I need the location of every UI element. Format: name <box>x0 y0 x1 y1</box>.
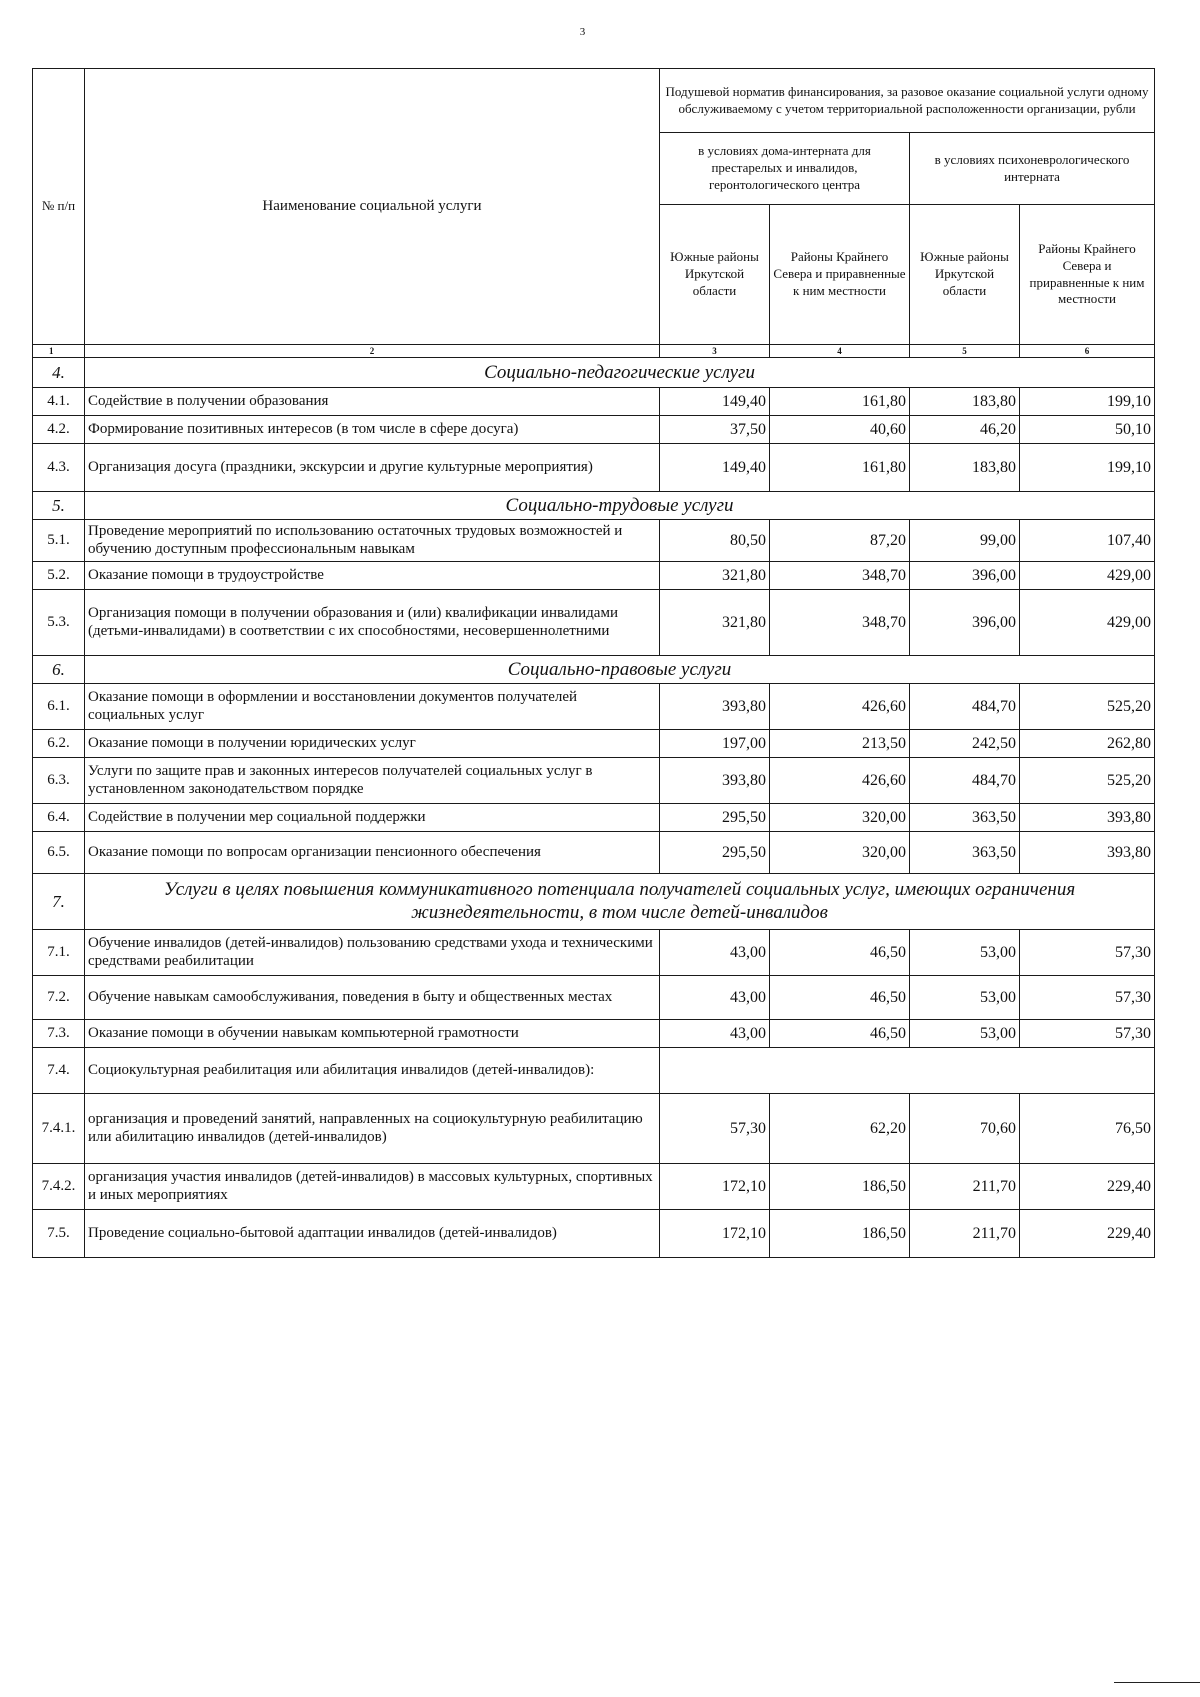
value-north-psycho: 57,30 <box>1020 1020 1155 1048</box>
header-sub-south-2: Южные районы Иркутской области <box>910 205 1020 345</box>
row-number: 7.2. <box>33 976 85 1020</box>
service-name: Обучение навыкам самообслуживания, поведения в быту и общественных местах <box>85 976 660 1020</box>
value-north-dom: 348,70 <box>770 562 910 590</box>
colnum-5: 5 <box>910 345 1020 358</box>
table-row <box>33 562 1155 590</box>
row-number: 6.3. <box>33 758 85 804</box>
header-sub-south-1: Южные районы Иркутской области <box>660 205 770 345</box>
table-row <box>33 804 1155 832</box>
section-title: Социально-трудовые услуги <box>85 492 1155 520</box>
section-row <box>33 492 1155 520</box>
tariff-table <box>32 68 1155 1258</box>
service-name: Оказание помощи в трудоустройстве <box>85 562 660 590</box>
service-name: Услуги по защите прав и законных интересов получателей социальных услуг в установленном законодательством порядке <box>85 758 660 804</box>
service-name: Содействие в получении мер социальной поддержки <box>85 804 660 832</box>
table-row <box>33 730 1155 758</box>
value-south-dom: 149,40 <box>660 444 770 492</box>
service-name: Формирование позитивных интересов (в том числе в сфере досуга) <box>85 416 660 444</box>
value-south-psycho: 484,70 <box>910 684 1020 730</box>
header-col-num: № п/п <box>33 69 85 345</box>
row-number: 6.1. <box>33 684 85 730</box>
value-south-psycho: 53,00 <box>910 1020 1020 1048</box>
value-north-dom: 46,50 <box>770 976 910 1020</box>
value-north-psycho: 229,40 <box>1020 1164 1155 1210</box>
value-south-psycho: 53,00 <box>910 976 1020 1020</box>
header-group-dom-internat: в условиях дома-интерната для престарелых и инвалидов, геронтологического центра <box>660 133 910 205</box>
table-row <box>33 388 1155 416</box>
table-row <box>33 520 1155 562</box>
value-south-dom: 393,80 <box>660 758 770 804</box>
service-name: Содействие в получении образования <box>85 388 660 416</box>
row-number: 4.3. <box>33 444 85 492</box>
value-north-psycho: 429,00 <box>1020 562 1155 590</box>
service-name: Проведение социально-бытовой адаптации инвалидов (детей-инвалидов) <box>85 1210 660 1258</box>
table-row <box>33 832 1155 874</box>
colnum-2: 2 <box>85 345 660 358</box>
footer-rule <box>1114 1682 1200 1683</box>
row-number: 5.3. <box>33 590 85 656</box>
row-number: 7.4. <box>33 1048 85 1094</box>
value-south-psycho: 211,70 <box>910 1164 1020 1210</box>
row-number: 6.5. <box>33 832 85 874</box>
value-north-psycho: 57,30 <box>1020 976 1155 1020</box>
value-south-psycho: 183,80 <box>910 444 1020 492</box>
section-number: 4. <box>33 358 85 388</box>
service-name: Оказание помощи по вопросам организации пенсионного обеспечения <box>85 832 660 874</box>
table-row <box>33 1020 1155 1048</box>
table-row <box>33 444 1155 492</box>
value-south-psycho: 484,70 <box>910 758 1020 804</box>
value-south-dom: 80,50 <box>660 520 770 562</box>
row-number: 7.3. <box>33 1020 85 1048</box>
value-south-psycho: 242,50 <box>910 730 1020 758</box>
value-north-psycho: 393,80 <box>1020 804 1155 832</box>
row-number: 7.1. <box>33 930 85 976</box>
row-number: 7.4.2. <box>33 1164 85 1210</box>
value-north-dom: 161,80 <box>770 388 910 416</box>
value-south-dom: 197,00 <box>660 730 770 758</box>
value-north-dom: 46,50 <box>770 1020 910 1048</box>
value-north-dom: 348,70 <box>770 590 910 656</box>
table-row <box>33 1048 1155 1094</box>
section-row <box>33 358 1155 388</box>
value-south-dom: 43,00 <box>660 1020 770 1048</box>
colnum-3: 3 <box>660 345 770 358</box>
colnum-6: 6 <box>1020 345 1155 358</box>
value-north-dom: 161,80 <box>770 444 910 492</box>
service-name: Проведение мероприятий по использованию остаточных трудовых возможностей и обучению доступным профессиональным навыкам <box>85 520 660 562</box>
value-south-dom: 43,00 <box>660 930 770 976</box>
value-north-psycho: 76,50 <box>1020 1094 1155 1164</box>
header-sub-north-1: Районы Крайнего Севера и приравненные к ним местности <box>770 205 910 345</box>
value-north-psycho: 429,00 <box>1020 590 1155 656</box>
row-number: 7.4.1. <box>33 1094 85 1164</box>
service-name: организация участия инвалидов (детей-инвалидов) в массовых культурных, спортивных и иных мероприятиях <box>85 1164 660 1210</box>
value-north-dom: 62,20 <box>770 1094 910 1164</box>
value-north-dom: 426,60 <box>770 684 910 730</box>
value-south-dom: 43,00 <box>660 976 770 1020</box>
value-north-psycho: 107,40 <box>1020 520 1155 562</box>
value-south-dom: 37,50 <box>660 416 770 444</box>
page-number: 3 <box>579 26 586 38</box>
value-north-psycho: 229,40 <box>1020 1210 1155 1258</box>
value-south-dom: 321,80 <box>660 590 770 656</box>
section-number: 6. <box>33 656 85 684</box>
section-title: Услуги в целях повышения коммуникативного потенциала получателей социальных услуг, имеющих ограничения жизнедеятельности, в том числе детей-инвалидов <box>85 874 1155 930</box>
value-north-dom: 320,00 <box>770 804 910 832</box>
table-row <box>33 590 1155 656</box>
section-row <box>33 656 1155 684</box>
service-name: Организация досуга (праздники, экскурсии и другие культурные мероприятия) <box>85 444 660 492</box>
row-number: 5.1. <box>33 520 85 562</box>
value-south-psycho: 183,80 <box>910 388 1020 416</box>
value-south-psycho: 396,00 <box>910 590 1020 656</box>
value-north-dom: 320,00 <box>770 832 910 874</box>
section-title: Социально-педагогические услуги <box>85 358 1155 388</box>
table-row <box>33 684 1155 730</box>
column-numbers-row <box>33 345 1155 358</box>
service-name: Социокультурная реабилитация или абилитация инвалидов (детей-инвалидов): <box>85 1048 660 1094</box>
service-name: Оказание помощи в оформлении и восстановлении документов получателей социальных услуг <box>85 684 660 730</box>
header-main-group: Подушевой норматив финансирования, за разовое оказание социальной услуги одному обслуживаемому с учетом территориальной расположенности организации, рубли <box>660 69 1155 133</box>
value-north-dom: 186,50 <box>770 1210 910 1258</box>
value-south-psycho: 211,70 <box>910 1210 1020 1258</box>
value-north-psycho: 57,30 <box>1020 930 1155 976</box>
value-south-dom: 149,40 <box>660 388 770 416</box>
service-name: организация и проведений занятий, направленных на социокультурную реабилитацию или абилитацию инвалидов (детей-инвалидов) <box>85 1094 660 1164</box>
row-number: 6.2. <box>33 730 85 758</box>
value-south-psycho: 363,50 <box>910 804 1020 832</box>
value-south-dom: 57,30 <box>660 1094 770 1164</box>
table-row <box>33 976 1155 1020</box>
value-south-dom: 321,80 <box>660 562 770 590</box>
colnum-4: 4 <box>770 345 910 358</box>
value-north-psycho: 50,10 <box>1020 416 1155 444</box>
table-row <box>33 758 1155 804</box>
table-row <box>33 1164 1155 1210</box>
table-row <box>33 1210 1155 1258</box>
value-north-psycho: 199,10 <box>1020 444 1155 492</box>
empty-values-cell <box>660 1048 1155 1094</box>
row-number: 4.1. <box>33 388 85 416</box>
header-sub-north-2: Районы Крайнего Севера и приравненные к ним местности <box>1020 205 1155 345</box>
value-north-dom: 213,50 <box>770 730 910 758</box>
service-name: Организация помощи в получении образования и (или) квалификации инвалидами (детьми-инвалидами) в соответствии с их способностями, несовершеннолетними <box>85 590 660 656</box>
section-row <box>33 874 1155 930</box>
value-north-dom: 426,60 <box>770 758 910 804</box>
value-south-psycho: 363,50 <box>910 832 1020 874</box>
service-name: Оказание помощи в обучении навыкам компьютерной грамотности <box>85 1020 660 1048</box>
service-name: Оказание помощи в получении юридических услуг <box>85 730 660 758</box>
value-north-dom: 46,50 <box>770 930 910 976</box>
table-row <box>33 930 1155 976</box>
section-number: 5. <box>33 492 85 520</box>
value-south-psycho: 46,20 <box>910 416 1020 444</box>
value-north-psycho: 525,20 <box>1020 684 1155 730</box>
section-number: 7. <box>33 874 85 930</box>
section-title: Социально-правовые услуги <box>85 656 1155 684</box>
value-north-dom: 87,20 <box>770 520 910 562</box>
value-south-dom: 172,10 <box>660 1210 770 1258</box>
value-south-dom: 295,50 <box>660 804 770 832</box>
row-number: 6.4. <box>33 804 85 832</box>
row-number: 4.2. <box>33 416 85 444</box>
table-row <box>33 416 1155 444</box>
value-north-psycho: 262,80 <box>1020 730 1155 758</box>
colnum-1: 1 <box>33 345 85 358</box>
value-north-psycho: 525,20 <box>1020 758 1155 804</box>
header-group-psycho-internat: в условиях психоневрологического интерната <box>910 133 1155 205</box>
table-row <box>33 1094 1155 1164</box>
value-south-psycho: 70,60 <box>910 1094 1020 1164</box>
value-south-psycho: 99,00 <box>910 520 1020 562</box>
value-south-psycho: 53,00 <box>910 930 1020 976</box>
service-name: Обучение инвалидов (детей-инвалидов) пользованию средствами ухода и техническими средствами реабилитации <box>85 930 660 976</box>
header-col-name: Наименование социальной услуги <box>85 69 660 345</box>
value-north-psycho: 393,80 <box>1020 832 1155 874</box>
row-number: 5.2. <box>33 562 85 590</box>
value-north-dom: 40,60 <box>770 416 910 444</box>
value-south-dom: 295,50 <box>660 832 770 874</box>
value-south-dom: 172,10 <box>660 1164 770 1210</box>
value-south-psycho: 396,00 <box>910 562 1020 590</box>
row-number: 7.5. <box>33 1210 85 1258</box>
value-south-dom: 393,80 <box>660 684 770 730</box>
value-north-psycho: 199,10 <box>1020 388 1155 416</box>
value-north-dom: 186,50 <box>770 1164 910 1210</box>
